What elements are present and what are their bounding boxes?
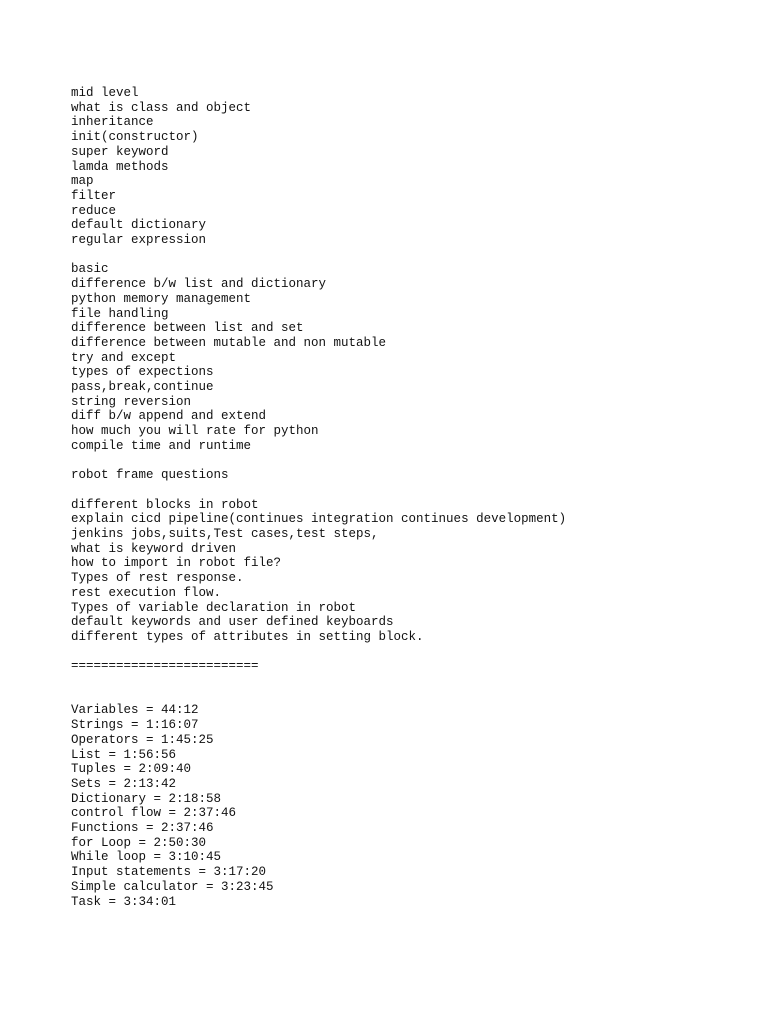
list-item: difference b/w list and dictionary [71, 277, 327, 292]
timestamp-entry: control flow = 2:37:46 [71, 806, 237, 821]
list-item: jenkins jobs,suits,Test cases,test steps, [71, 527, 379, 542]
list-item: inheritance [71, 115, 154, 130]
list-item: reduce [71, 203, 117, 218]
list-item: types of expections [71, 365, 214, 380]
timestamp-entry: Sets = 2:13:42 [71, 776, 177, 791]
blank-line [71, 645, 751, 660]
blank-line [71, 483, 751, 498]
list-item: Types of variable declaration in robot [71, 600, 357, 615]
timestamp-entry: Variables = 44:12 [71, 703, 199, 718]
list-item: difference between list and set [71, 321, 304, 336]
list-item: explain cicd pipeline(continues integration continues development) [71, 512, 567, 527]
list-item: map [71, 174, 94, 189]
list-item: regular expression [71, 233, 207, 248]
timestamp-entry: Operators = 1:45:25 [71, 732, 214, 747]
timestamp-entry: Input statements = 3:17:20 [71, 865, 267, 880]
list-item: python memory management [71, 291, 252, 306]
timestamp-entry: Dictionary = 2:18:58 [71, 791, 222, 806]
blank-line [71, 674, 751, 703]
timestamp-entry: Tuples = 2:09:40 [71, 762, 192, 777]
mid-level-section [71, 86, 751, 248]
list-item: different types of attributes in setting block. [71, 629, 424, 644]
list-item: file handling [71, 306, 169, 321]
timestamps-section [71, 703, 751, 909]
document-page [71, 86, 751, 909]
timestamp-entry: Task = 3:34:01 [71, 894, 177, 909]
list-item: try and except [71, 350, 177, 365]
list-item: init(constructor) [71, 130, 199, 145]
list-item: different blocks in robot [71, 497, 259, 512]
list-item: rest execution flow. [71, 585, 222, 600]
list-item: string reversion [71, 394, 192, 409]
list-item: how to import in robot file? [71, 556, 282, 571]
section-heading: mid level [71, 86, 139, 100]
list-item: diff b/w append and extend [71, 409, 267, 424]
list-item: lamda methods [71, 159, 169, 174]
basic-section [71, 262, 751, 453]
timestamp-entry: Simple calculator = 3:23:45 [71, 879, 274, 894]
timestamp-entry: List = 1:56:56 [71, 747, 177, 762]
list-item: how much you will rate for python [71, 424, 319, 439]
section-heading: basic [71, 262, 109, 277]
list-item: default keywords and user defined keyboards [71, 615, 394, 630]
list-item: default dictionary [71, 218, 207, 233]
list-item: compile time and runtime [71, 438, 252, 453]
list-item: filter [71, 188, 117, 203]
separator-line: ========================= [71, 659, 259, 674]
list-item: difference between mutable and non mutable [71, 335, 387, 350]
blank-line [71, 248, 751, 263]
list-item: pass,break,continue [71, 380, 214, 395]
timestamp-entry: Functions = 2:37:46 [71, 821, 214, 836]
blank-line [71, 454, 751, 469]
list-item: what is class and object [71, 100, 252, 115]
timestamp-entry: While loop = 3:10:45 [71, 850, 222, 865]
section-heading: robot frame questions [71, 468, 229, 483]
timestamp-entry: Strings = 1:16:07 [71, 718, 199, 733]
list-item: super keyword [71, 144, 169, 159]
robot-heading-block [71, 468, 751, 483]
list-item: what is keyword driven [71, 541, 237, 556]
robot-section [71, 498, 751, 645]
timestamp-entry: for Loop = 2:50:30 [71, 835, 207, 850]
list-item: Types of rest response. [71, 571, 244, 586]
